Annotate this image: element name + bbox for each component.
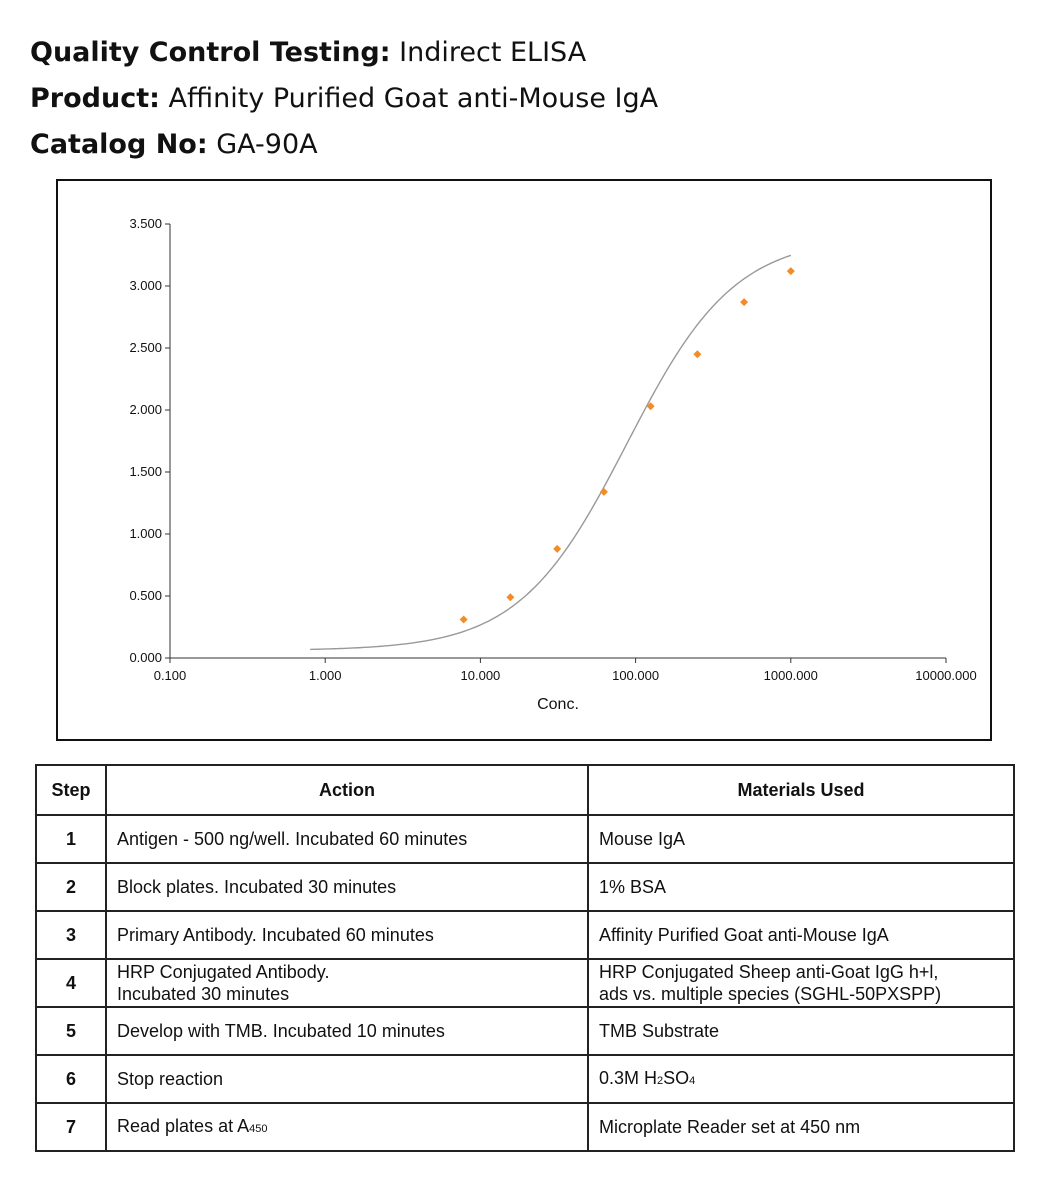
action-text: Antigen - 500 ng/well. Incubated 60 minutes	[117, 829, 468, 849]
step-material	[588, 863, 1014, 911]
elisa-chart	[56, 179, 992, 741]
table-row	[36, 815, 1014, 863]
data-point	[553, 545, 561, 553]
header-action: Action	[106, 765, 588, 815]
header-step: Step	[36, 765, 106, 815]
step-material	[588, 911, 1014, 959]
step-material	[588, 815, 1014, 863]
step-number: 4	[36, 959, 106, 1007]
product-line	[30, 76, 1020, 122]
data-point	[600, 488, 608, 496]
catalog-value: GA-90A	[216, 129, 318, 160]
table-row	[36, 863, 1014, 911]
material-text-line2: ads vs. multiple species (SGHL-50PXSPP)	[599, 984, 942, 1004]
y-tick-label: 3.000	[129, 278, 162, 293]
material-text: 1% BSA	[599, 877, 667, 897]
y-tick-label: 1.500	[129, 464, 162, 479]
data-point	[693, 350, 701, 358]
y-tick-label: 0.500	[129, 588, 162, 603]
step-action	[106, 1055, 588, 1103]
x-axis-label: Conc.	[537, 696, 579, 713]
action-text: Read plates at A	[117, 1115, 250, 1136]
step-number: 7	[36, 1103, 106, 1151]
material-text: Mouse IgA	[599, 829, 686, 849]
step-number: 3	[36, 911, 106, 959]
action-subscript: 450	[249, 1122, 268, 1135]
data-point	[740, 298, 748, 306]
y-tick-label: 2.500	[129, 340, 162, 355]
step-action	[106, 815, 588, 863]
table-row	[36, 1055, 1014, 1103]
x-tick-label: 1.000	[308, 668, 342, 683]
chart-svg	[58, 181, 990, 739]
header-materials: Materials Used	[588, 765, 1014, 815]
x-tick-label: 10.000	[460, 668, 501, 683]
material-text: 0.3M H	[599, 1067, 658, 1088]
fit-curve-line	[310, 255, 791, 649]
step-action	[106, 911, 588, 959]
page-header	[30, 30, 1020, 168]
x-tick-label: 0.100	[153, 668, 187, 683]
step-material	[588, 1055, 1014, 1103]
material-text-part: SO	[663, 1067, 690, 1088]
material-subscript: 2	[657, 1074, 664, 1087]
step-number: 5	[36, 1007, 106, 1055]
action-text: Block plates. Incubated 30 minutes	[117, 877, 397, 897]
table-row	[36, 959, 1014, 1007]
step-number: 1	[36, 815, 106, 863]
action-text-line2: Incubated 30 minutes	[117, 984, 290, 1004]
protocol-table	[35, 764, 1015, 1152]
step-action	[106, 959, 588, 1007]
y-tick-label: 2.000	[129, 402, 162, 417]
x-tick-label: 100.000	[612, 668, 660, 683]
table-row	[36, 1103, 1014, 1151]
action-text: HRP Conjugated Antibody.	[117, 962, 330, 982]
y-tick-label: 1.000	[129, 526, 162, 541]
material-text: HRP Conjugated Sheep anti-Goat IgG h+l,	[599, 962, 939, 982]
step-action	[106, 1103, 588, 1151]
step-number: 6	[36, 1055, 106, 1103]
data-point	[506, 593, 514, 601]
step-action	[106, 1007, 588, 1055]
material-text: TMB Substrate	[599, 1021, 720, 1041]
material-subscript: 4	[689, 1074, 696, 1087]
catalog-line	[30, 122, 1020, 168]
y-tick-label: 3.500	[129, 216, 162, 231]
step-material	[588, 1007, 1014, 1055]
table-row	[36, 1007, 1014, 1055]
step-material	[588, 959, 1014, 1007]
action-text: Primary Antibody. Incubated 60 minutes	[117, 925, 434, 945]
action-text: Stop reaction	[117, 1069, 224, 1089]
catalog-label: Catalog No:	[30, 129, 208, 160]
qc-testing-value: Indirect ELISA	[399, 37, 587, 68]
product-value: Affinity Purified Goat anti-Mouse IgA	[168, 83, 659, 114]
step-material	[588, 1103, 1014, 1151]
qc-testing-label: Quality Control Testing:	[30, 37, 391, 68]
data-point	[460, 616, 468, 624]
qc-testing-line	[30, 30, 1020, 76]
step-action	[106, 863, 588, 911]
product-label: Product:	[30, 83, 160, 114]
action-text: Develop with TMB. Incubated 10 minutes	[117, 1021, 445, 1041]
material-text: Affinity Purified Goat anti-Mouse IgA	[599, 925, 889, 945]
y-tick-label: 0.000	[129, 650, 162, 665]
x-tick-label: 10000.000	[915, 668, 977, 683]
step-number: 2	[36, 863, 106, 911]
table-row	[36, 911, 1014, 959]
table-header-row	[36, 765, 1014, 815]
x-tick-label: 1000.000	[763, 668, 818, 683]
data-point	[787, 267, 795, 275]
material-text: Microplate Reader set at 450 nm	[599, 1117, 861, 1137]
